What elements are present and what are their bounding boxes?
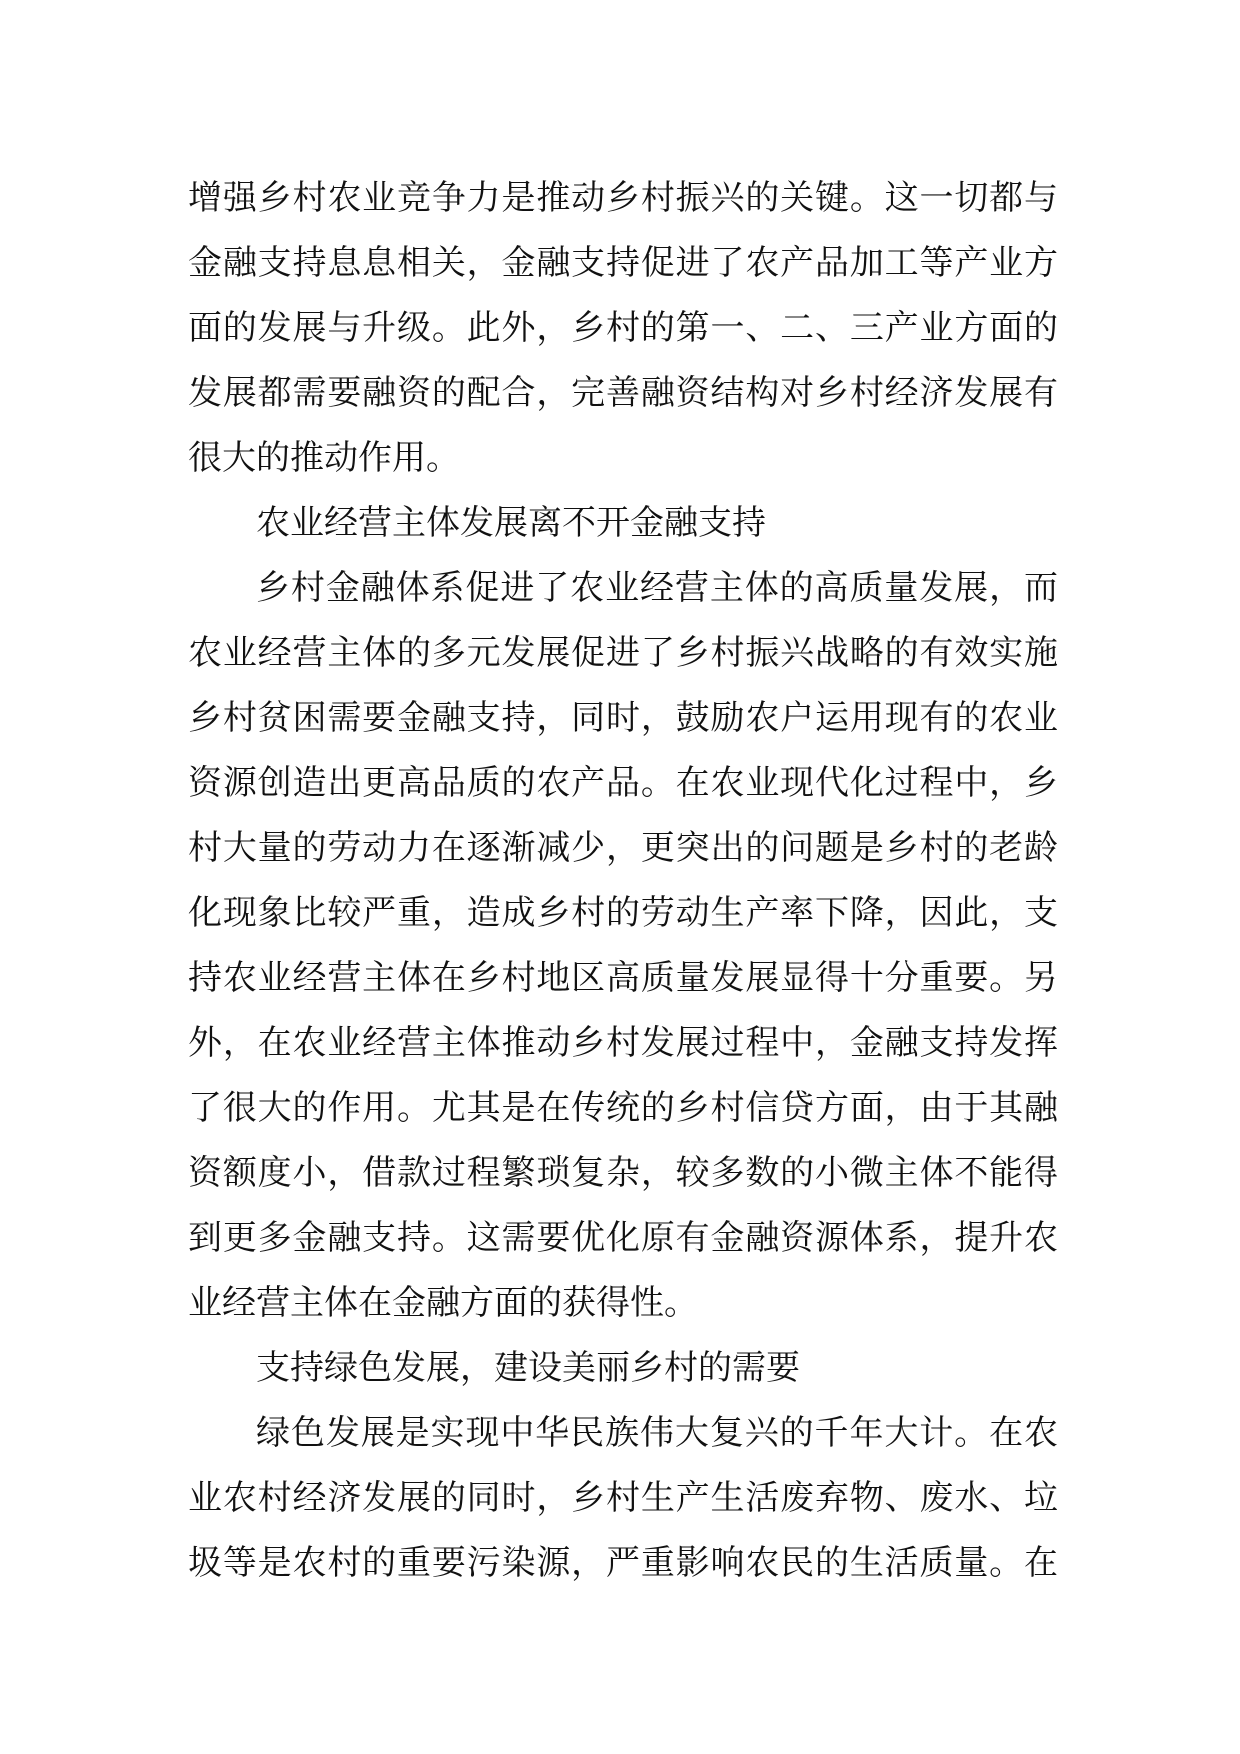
paragraph-line: 绿色发展是实现中华民族伟大复兴的千年大计。在农 [256,1413,1058,1453]
paragraph-line: 很大的推动作用。 [188,438,460,478]
paragraph-line: 资额度小，借款过程繁琐复杂，较多数的小微主体不能得 [188,1153,1058,1193]
paragraph-line: 化现象比较严重，造成乡村的劳动生产率下降，因此，支 [188,893,1058,933]
section-heading: 农业经营主体发展离不开金融支持 [256,503,766,543]
paragraph-line: 业经营主体在金融方面的获得性。 [188,1283,698,1323]
document-body [188,166,1058,1596]
paragraph-line: 乡村金融体系促进了农业经营主体的高质量发展，而 [256,568,1058,608]
paragraph-line: 外，在农业经营主体推动乡村发展过程中，金融支持发挥 [188,1023,1058,1063]
paragraph-line: 持农业经营主体在乡村地区高质量发展显得十分重要。另 [188,958,1058,998]
paragraph-line: 圾等是农村的重要污染源，严重影响农民的生活质量。在 [188,1543,1058,1583]
paragraph-line: 乡村贫困需要金融支持，同时，鼓励农户运用现有的农业 [188,698,1058,738]
paragraph-line: 增强乡村农业竞争力是推动乡村振兴的关键。这一切都与 [188,178,1058,218]
paragraph-line: 发展都需要融资的配合，完善融资结构对乡村经济发展有 [188,373,1058,413]
section-heading: 支持绿色发展，建设美丽乡村的需要 [256,1348,800,1388]
paragraph-line: 金融支持息息相关，金融支持促进了农产品加工等产业方 [188,243,1058,283]
paragraph-line: 农业经营主体的多元发展促进了乡村振兴战略的有效实施 [188,633,1058,673]
paragraph-line: 到更多金融支持。这需要优化原有金融资源体系，提升农 [188,1218,1058,1258]
paragraph-line: 村大量的劳动力在逐渐减少，更突出的问题是乡村的老龄 [188,828,1058,868]
paragraph-line: 资源创造出更高品质的农产品。在农业现代化过程中，乡 [188,763,1058,803]
paragraph-line: 了很大的作用。尤其是在传统的乡村信贷方面，由于其融 [188,1088,1058,1128]
paragraph-line: 业农村经济发展的同时，乡村生产生活废弃物、废水、垃 [188,1478,1058,1518]
paragraph-line: 面的发展与升级。此外，乡村的第一、二、三产业方面的 [188,308,1058,348]
